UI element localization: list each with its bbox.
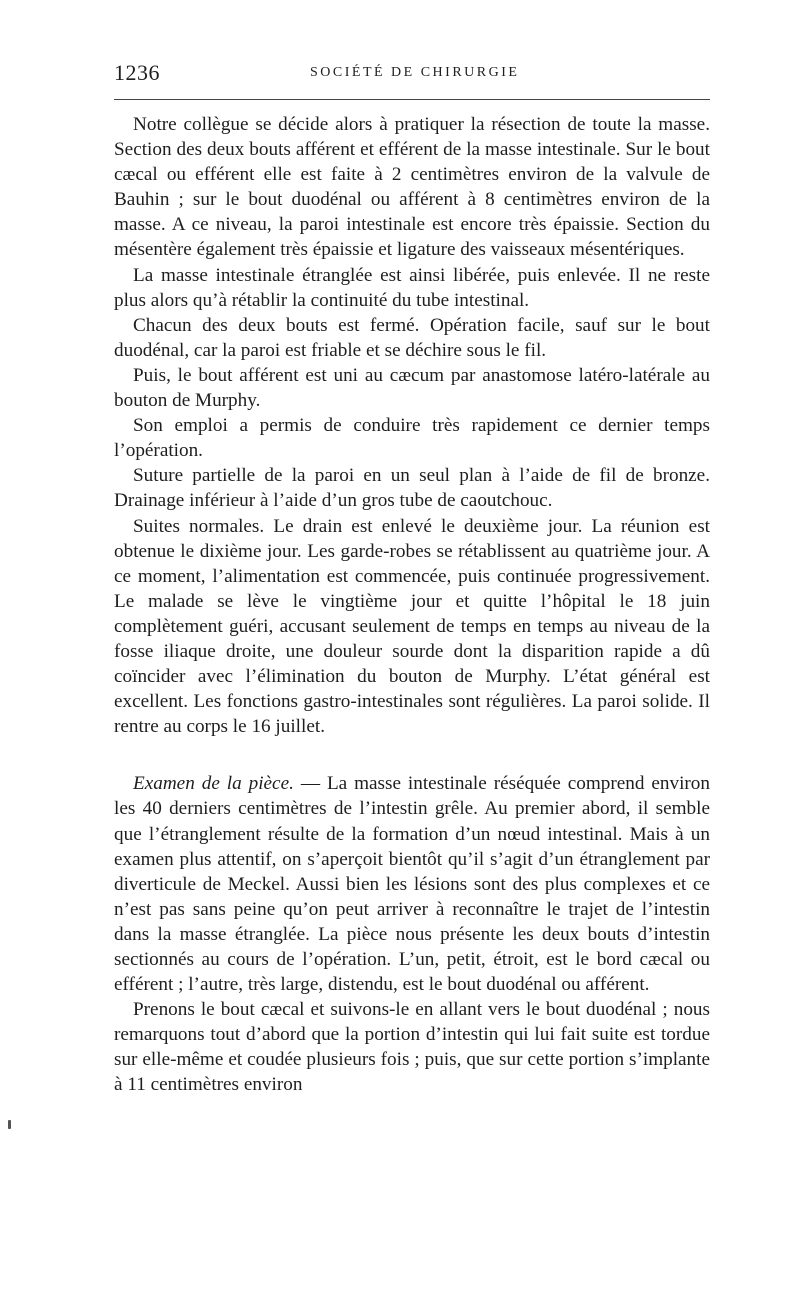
header-rule <box>114 99 710 100</box>
page-header <box>114 60 710 90</box>
body-text <box>114 112 710 1098</box>
paragraph-prenons: Prenons le bout cæcal et suivons-le en allant vers le bout duodénal ; nous remarquons tout d’abord que la portion d’intestin qui lui fait suite est tordue sur elle-même et coudée plusieurs fois ; puis, que sur cette portion s’implante à 11 centimètres environ <box>114 999 710 1096</box>
section-title: Examen de la pièce. <box>133 773 294 795</box>
paragraph-closure: Chacun des deux bouts est fermé. Opération facile, sauf sur le bout duodénal, car la paroi est friable et se déchire sous le fil. <box>114 314 710 361</box>
paragraph-murphy: Son emploi a permis de conduire très rapidement ce dernier temps l’opération. <box>114 415 710 462</box>
paragraph-suites: Suites normales. Le drain est enlevé le deuxième jour. La réunion est obtenue le dixième jour. Les garde-robes se rétablissent au quatrième jour. A ce moment, l’alimentation est commencée, puis continuée progressivement. Le malade se lève le vingtième jour et quitte l’hôpital le 18 juin complètement guéri, accusant seulement de temps en temps au niveau de la fosse iliaque droite, une douleur sourde dont la disparition rapide a dû coïncider avec l’élimination du bouton de Murphy. L’état général est excellent. Les fonctions gastro-intestinales sont régulières. La paroi solide. Il rentre au corps le 16 juillet. <box>114 515 710 738</box>
margin-mark <box>8 1120 11 1129</box>
page-number: 1236 <box>114 60 160 85</box>
section-gap <box>114 739 710 771</box>
paragraph-resection: Notre collègue se décide alors à pratiquer la résection de toute la masse. Section des deux bouts afférent et efférent de la masse intestinale. Sur le bout cæcal ou efférent elle est faite à 2 centimètres environ de la valvule de Bauhin ; sur le bout duodénal ou afférent à 8 centimètres environ de la masse. A ce niveau, la paroi intestinale est encore très épaissie. Section du mésentère également très épaissie et ligature des vaisseaux mésentériques. <box>114 114 710 261</box>
paragraph-suture: Suture partielle de la paroi en un seul plan à l’aide de fil de bronze. Drainage inférieur à l’aide d’un gros tube de caoutchouc. <box>114 465 710 512</box>
paragraph-liberation: La masse intestinale étranglée est ainsi libérée, puis enlevée. Il ne reste plus alors qu’à rétablir la continuité du tube intestinal. <box>114 264 710 311</box>
paragraph-examen <box>114 771 710 997</box>
paragraph-anastomosis: Puis, le bout afférent est uni au cæcum par anastomose latéro-latérale au bouton de Murphy. <box>114 364 710 412</box>
section-first-paragraph: La masse intestinale réséquée comprend environ les 40 derniers centimètres de l’intestin grêle. Au premier abord, il semble que l’étranglement résulte de la formation d’un nœud intestinal. Mais à un examen plus attentif, on s’aperçoit bientôt qu’il s’agit d’un étranglement par diverticule de Meckel. Aussi bien les lésions sont des plus complexes et ce n’est pas sans peine qu’on peut arriver à reconnaître le trajet de l’intestin dans la masse étranglée. La pièce nous présente les deux bouts d’intestin sectionnés au cours de l’opération. L’un, petit, étroit, est le bord cæcal ou efférent ; l’autre, très large, distendu, est le bout duodénal ou afférent. <box>114 773 710 996</box>
running-head: SOCIÉTÉ DE CHIRURGIE <box>310 65 520 80</box>
section-dash: — <box>293 773 327 795</box>
